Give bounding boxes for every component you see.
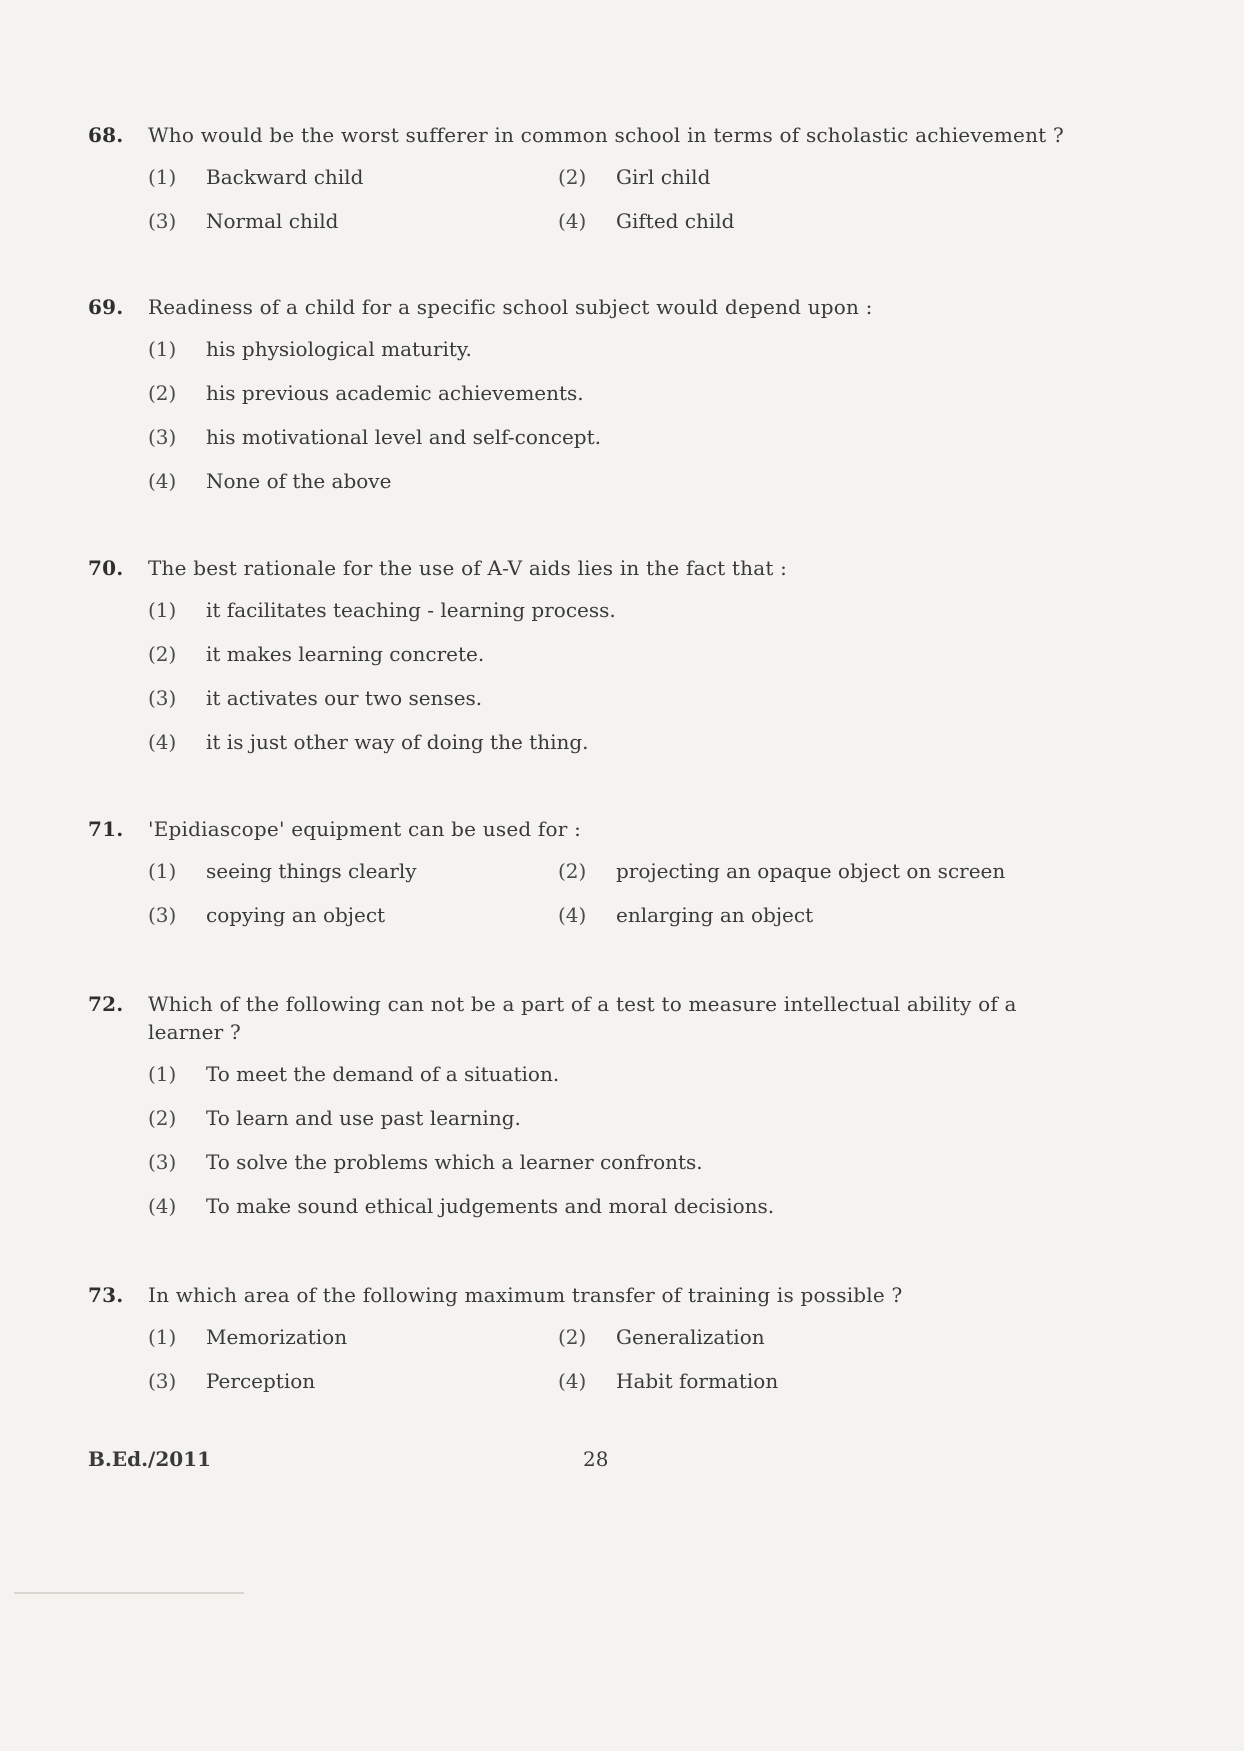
question-number: 73. xyxy=(88,1283,124,1307)
option-text: To learn and use past learning. xyxy=(206,1106,521,1130)
question-text: Readiness of a child for a specific school subject would depend upon : xyxy=(148,295,873,319)
option-number: (3) xyxy=(148,903,177,927)
option-text: Generalization xyxy=(616,1325,765,1349)
option xyxy=(148,163,558,207)
option xyxy=(148,857,558,901)
option-text: None of the above xyxy=(206,469,392,493)
question-69 xyxy=(88,293,1108,511)
question-73 xyxy=(88,1281,1108,1411)
option-number: (1) xyxy=(148,859,177,883)
option-number: (4) xyxy=(558,903,587,927)
option xyxy=(148,467,1108,511)
option xyxy=(148,596,1108,640)
option-text: it activates our two senses. xyxy=(206,686,483,710)
option xyxy=(148,901,558,945)
option-text: Backward child xyxy=(206,165,364,189)
question-number: 70. xyxy=(88,556,124,580)
option-text: To make sound ethical judgements and moral decisions. xyxy=(206,1194,775,1218)
option-number: (1) xyxy=(148,337,177,361)
option-number: (1) xyxy=(148,1062,177,1086)
question-number: 72. xyxy=(88,992,124,1016)
option-number: (4) xyxy=(558,1369,587,1393)
question-text: In which area of the following maximum transfer of training is possible ? xyxy=(148,1283,903,1307)
option-number: (3) xyxy=(148,1369,177,1393)
option xyxy=(148,1323,558,1367)
option xyxy=(148,1060,1108,1104)
option-text: seeing things clearly xyxy=(206,859,417,883)
option-text: it makes learning concrete. xyxy=(206,642,485,666)
option xyxy=(148,207,558,251)
option-text: his previous academic achievements. xyxy=(206,381,584,405)
option-text: To meet the demand of a situation. xyxy=(206,1062,560,1086)
exam-code: B.Ed./2011 xyxy=(88,1447,212,1471)
question-number: 69. xyxy=(88,295,124,319)
option-text: Gifted child xyxy=(616,209,735,233)
option-text: enlarging an object xyxy=(616,903,814,927)
option-number: (2) xyxy=(558,859,587,883)
option-number: (4) xyxy=(148,1194,177,1218)
option-text: Normal child xyxy=(206,209,339,233)
option-number: (1) xyxy=(148,598,177,622)
option xyxy=(148,1367,558,1411)
question-71 xyxy=(88,815,1108,945)
option-number: (1) xyxy=(148,165,177,189)
page-number: 28 xyxy=(583,1447,609,1471)
option-number: (4) xyxy=(148,730,177,754)
option-text: Habit formation xyxy=(616,1369,779,1393)
option-number: (3) xyxy=(148,425,177,449)
option xyxy=(148,1104,1108,1148)
option-text: it facilitates teaching - learning process. xyxy=(206,598,616,622)
options-grid xyxy=(148,163,1108,251)
question-number: 68. xyxy=(88,123,124,147)
option-text: it is just other way of doing the thing. xyxy=(206,730,589,754)
option-text: copying an object xyxy=(206,903,386,927)
option-text: Girl child xyxy=(616,165,711,189)
option-number: (3) xyxy=(148,686,177,710)
option xyxy=(148,684,1108,728)
option-number: (2) xyxy=(558,1325,587,1349)
option xyxy=(148,640,1108,684)
options-grid xyxy=(148,1323,1108,1411)
option xyxy=(148,728,1108,772)
question-text: Which of the following can not be a part of a test to measure intellectual ability of a learner ? xyxy=(148,992,1017,1044)
option-text: projecting an opaque object on screen xyxy=(616,859,1006,883)
option-number: (2) xyxy=(148,642,177,666)
option xyxy=(148,1148,1108,1192)
question-text: 'Epidiascope' equipment can be used for : xyxy=(148,817,582,841)
option xyxy=(148,1192,1108,1236)
option xyxy=(148,423,1108,467)
option xyxy=(558,1323,968,1367)
question-number: 71. xyxy=(88,817,124,841)
option-text: his physiological maturity. xyxy=(206,337,472,361)
question-70 xyxy=(88,554,1108,772)
option-number: (2) xyxy=(148,1106,177,1130)
option xyxy=(148,379,1108,423)
option-text: To solve the problems which a learner confronts. xyxy=(206,1150,703,1174)
option xyxy=(558,207,968,251)
options-list xyxy=(148,1060,1108,1236)
option-number: (2) xyxy=(148,381,177,405)
option-number: (3) xyxy=(148,209,177,233)
option xyxy=(558,1367,968,1411)
option-number: (4) xyxy=(148,469,177,493)
option-number: (1) xyxy=(148,1325,177,1349)
option-text: Perception xyxy=(206,1369,316,1393)
question-72 xyxy=(88,990,1108,1236)
option-number: (4) xyxy=(558,209,587,233)
scan-artifact-line xyxy=(14,1592,244,1594)
option xyxy=(558,857,1078,901)
option xyxy=(558,163,968,207)
option xyxy=(558,901,1078,945)
options-list xyxy=(148,596,1108,772)
option xyxy=(148,335,1108,379)
options-grid xyxy=(148,857,1108,945)
question-text: The best rationale for the use of A-V aids lies in the fact that : xyxy=(148,556,788,580)
question-68 xyxy=(88,121,1108,251)
option-text: his motivational level and self-concept. xyxy=(206,425,601,449)
option-text: Memorization xyxy=(206,1325,348,1349)
options-list xyxy=(148,335,1108,511)
question-text: Who would be the worst sufferer in common school in terms of scholastic achievement ? xyxy=(148,123,1064,147)
option-number: (2) xyxy=(558,165,587,189)
option-number: (3) xyxy=(148,1150,177,1174)
